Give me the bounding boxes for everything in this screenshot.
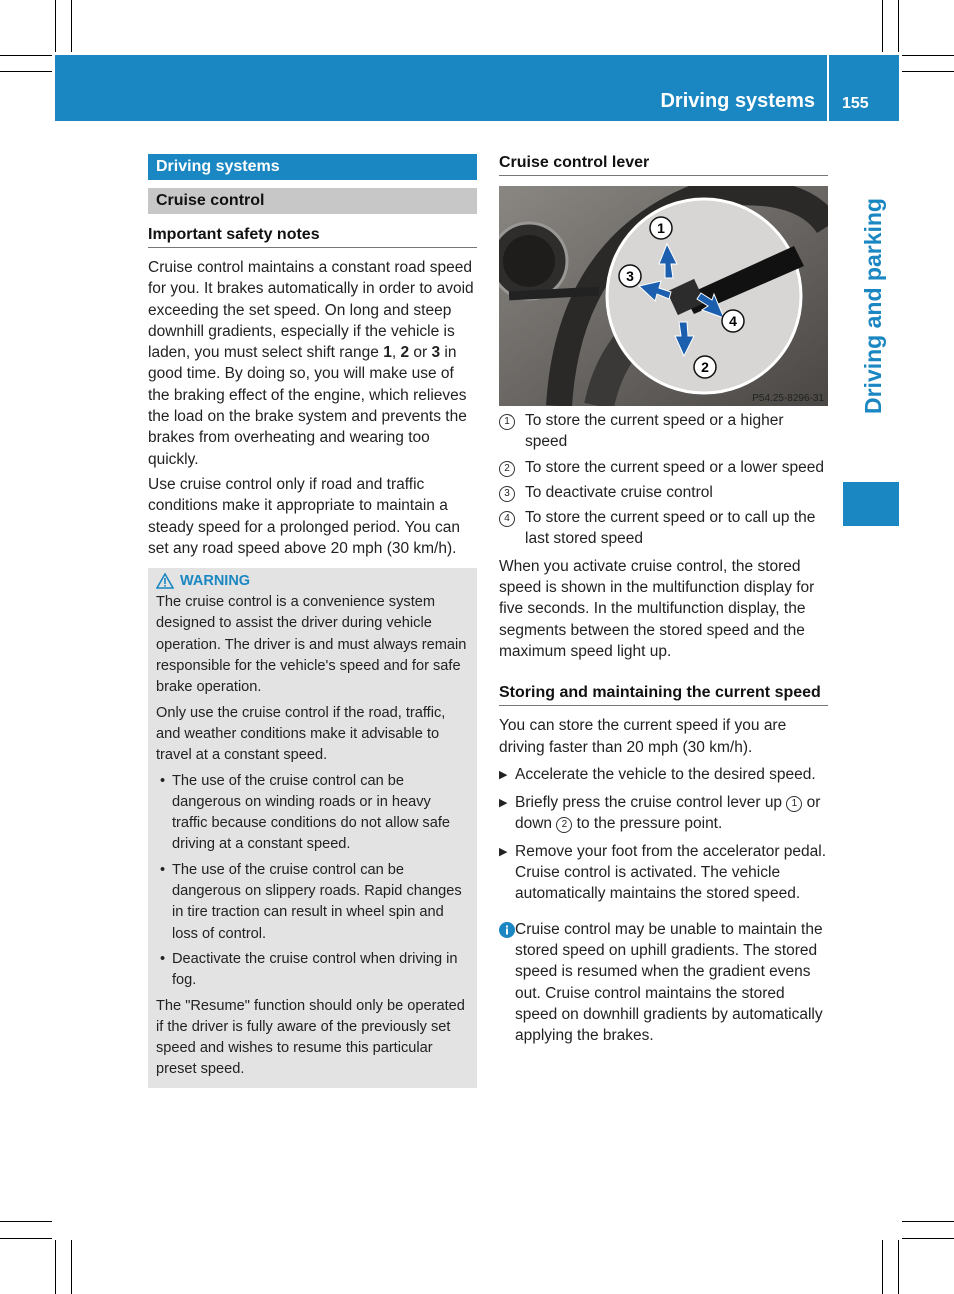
safety-paragraph: Cruise control maintains a constant road speed for you. It brakes automatically in order to avoid exceeding the set speed. On long and steep downhill gradients, especially if the vehicle is laden, you must select shift range 1, 2 or 3 in good time. By doing so, you will make use of the braking effect of the engine, which relieves the load on the brake system and prevents the brakes from overheating and wearing too quickly. (148, 259, 474, 468)
display-paragraph: When you activate cruise control, the stored speed is shown in the multifunction display for five seconds. In the multifunction display, the segments between the stored speed and the maximum speed light up. (499, 557, 815, 660)
subsection-bar: Cruise control (148, 188, 477, 214)
arrow-bullet-icon: ▶ (499, 845, 508, 858)
warning-bullet: • Deactivate the cruise control when driving in fog. (160, 950, 458, 989)
crop-mark (902, 1221, 954, 1222)
callout-2: 2 (701, 359, 709, 375)
storing-paragraph: You can store the current speed if you are driving faster than 20 mph (30 km/h). (499, 717, 787, 756)
list-item: 2 To store the current speed or a lower speed (499, 457, 828, 478)
crop-mark (55, 1240, 56, 1294)
crop-mark (71, 0, 72, 52)
crop-mark (902, 1238, 954, 1239)
page-number: 155 (842, 95, 869, 112)
chapter-marker (843, 482, 899, 526)
warning-bullet: • The use of the cruise control can be dangerous on slippery roads. Rapid changes in tire traction can result in wheel spin and loss of control. (160, 861, 462, 942)
crop-mark (55, 0, 56, 52)
step-item: ▶ Remove your foot from the accelerator pedal. Cruise control is activated. The vehicle automatically maintains the stored speed. (499, 841, 828, 905)
image-reference: P54.25-8296-31 (752, 393, 824, 404)
lever-illustration (499, 186, 828, 406)
lever-heading: Cruise control lever (499, 154, 828, 176)
callout-list (499, 410, 828, 550)
crop-mark (882, 0, 883, 52)
crop-mark (0, 55, 52, 56)
warning-box (148, 568, 477, 1088)
usage-paragraph: Use cruise control only if road and traffic conditions make it appropriate to maintain a steady speed for a prolonged period. You can set any road speed above 20 mph (30 km/h). (148, 475, 460, 557)
arrow-bullet-icon: ▶ (499, 768, 508, 781)
callout-4: 4 (729, 313, 737, 329)
crop-mark (902, 71, 954, 72)
crop-mark (882, 1240, 883, 1294)
right-column (499, 154, 828, 1046)
crop-mark (898, 0, 899, 52)
callout-1: 1 (657, 220, 665, 236)
crop-mark (0, 1238, 52, 1239)
step-item: ▶ Briefly press the cruise control lever up 1 or down 2 to the pressure point. (499, 792, 828, 835)
section-bar: Driving systems (148, 154, 477, 180)
step-item: ▶ Accelerate the vehicle to the desired speed. (499, 764, 828, 786)
warning-paragraph: Only use the cruise control if the road, traffic, and weather conditions make it advisable to travel at a constant speed. (156, 704, 446, 764)
warning-triangle-icon (156, 573, 174, 589)
header-divider (827, 55, 829, 121)
warning-paragraph: The "Resume" function should only be operated if the driver is fully aware of the previously set speed and wishes to resume this particular preset speed. (156, 997, 465, 1078)
header-title: Driving systems (660, 90, 815, 112)
info-note: Cruise control may be unable to maintain the stored speed on uphill gradients. The stored speed is resumed when the gradient evens out. Cruise control maintains the stored speed on downhill gradients by automatically applying the brakes. (499, 919, 828, 1047)
warning-title: WARNING (156, 573, 469, 589)
crop-mark (898, 1240, 899, 1294)
callout-3: 3 (626, 268, 634, 284)
section-heading: Important safety notes (148, 226, 477, 248)
list-item: 4 To store the current speed or to call up the last stored speed (499, 507, 828, 550)
chapter-side-tab (843, 121, 899, 525)
crop-mark (71, 1240, 72, 1294)
crop-mark (0, 1221, 52, 1222)
chapter-label: Driving and parking (860, 198, 886, 414)
page-header (55, 55, 899, 121)
warning-paragraph: The cruise control is a convenience system designed to assist the driver during vehicle operation. The driver is and must always remain responsible for the vehicle's speed and for safe brake operation. (156, 594, 467, 696)
left-column (148, 154, 477, 1088)
crop-mark (0, 71, 52, 72)
arrow-bullet-icon: ▶ (499, 797, 508, 810)
warning-bullet: • The use of the cruise control can be dangerous on winding roads or in heavy traffic because conditions do not allow safe driving at a constant speed. (160, 772, 450, 853)
storing-heading: Storing and maintaining the current speed (499, 684, 828, 706)
crop-mark (902, 55, 954, 56)
cruise-control-lever-photo (499, 186, 828, 406)
list-item: 1 To store the current speed or a higher speed (499, 410, 828, 453)
info-icon (499, 922, 515, 938)
list-item: 3 To deactivate cruise control (499, 482, 828, 503)
